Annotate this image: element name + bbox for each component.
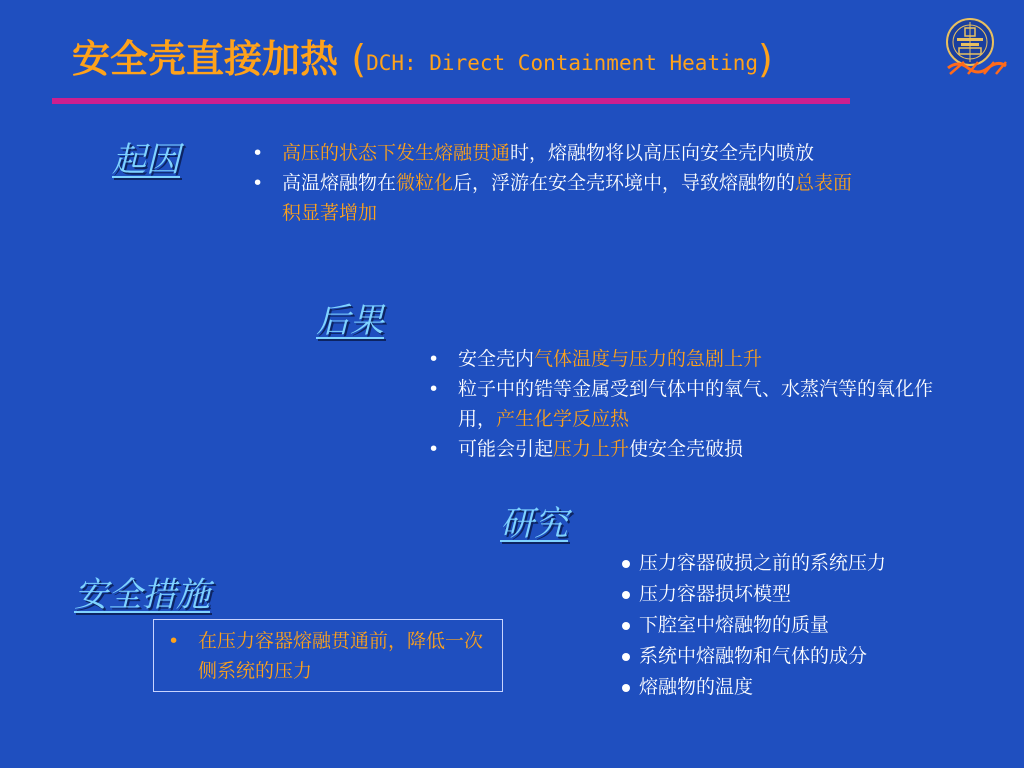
safety-measure-box [153, 619, 503, 692]
study-item: 下腔室中熔融物的质量 [619, 610, 1019, 641]
title-underline-rule [52, 98, 850, 104]
cause-item [252, 138, 862, 168]
cause-item-highlight: 总表面积显著增加 [282, 172, 853, 224]
result-list [428, 344, 968, 464]
cause-item-highlight: 高压的状态下发生熔融贯通 [282, 142, 511, 164]
study-heading: 研究 [500, 504, 568, 544]
result-item [428, 344, 968, 374]
cause-item [252, 168, 862, 228]
title-open-paren: ( [351, 37, 367, 81]
result-item-text: 粒子中的锆等金属受到气体中的氧气、水蒸汽等的氧化作用， [458, 378, 934, 430]
cause-item-text: 后，浮游在安全壳环境中，导致熔融物的 [453, 172, 796, 194]
result-item-text: 安全壳内 [458, 348, 535, 370]
result-item-text: 使安全壳破损 [629, 438, 744, 460]
result-item [428, 434, 968, 464]
cause-list [252, 138, 862, 228]
safety-heading: 安全措施 [74, 575, 210, 615]
title-close-paren: ) [758, 37, 773, 81]
university-logo [944, 16, 1010, 76]
study-list [619, 548, 1019, 703]
result-item-highlight: 压力上升 [553, 438, 630, 460]
slide-title [72, 37, 773, 81]
study-item: 压力容器破损之前的系统压力 [619, 548, 1019, 579]
title-english: DCH: Direct Containment Heating [366, 51, 759, 75]
cause-item-text: 高温熔融物在 [282, 172, 397, 194]
cause-heading: 起因 [112, 140, 180, 180]
result-item [428, 374, 968, 434]
safety-item: • 在压力容器熔融贯通前，降低一次侧系统的压力 [168, 626, 498, 686]
result-heading: 后果 [316, 301, 384, 341]
safety-list [168, 626, 498, 686]
cause-item-text: 时，熔融物将以高压向安全壳内喷放 [510, 142, 815, 164]
study-item: 熔融物的温度 [619, 672, 1019, 703]
study-item: 压力容器损坏模型 [619, 579, 1019, 610]
study-item: 系统中熔融物和气体的成分 [619, 641, 1019, 672]
cause-item-highlight: 微粒化 [396, 172, 454, 194]
result-item-text: 可能会引起 [458, 438, 554, 460]
result-item-highlight: 产生化学反应热 [496, 408, 630, 430]
result-item-highlight: 气体温度与压力的急剧上升 [534, 348, 763, 370]
title-chinese: 安全壳直接加热 [72, 37, 339, 81]
